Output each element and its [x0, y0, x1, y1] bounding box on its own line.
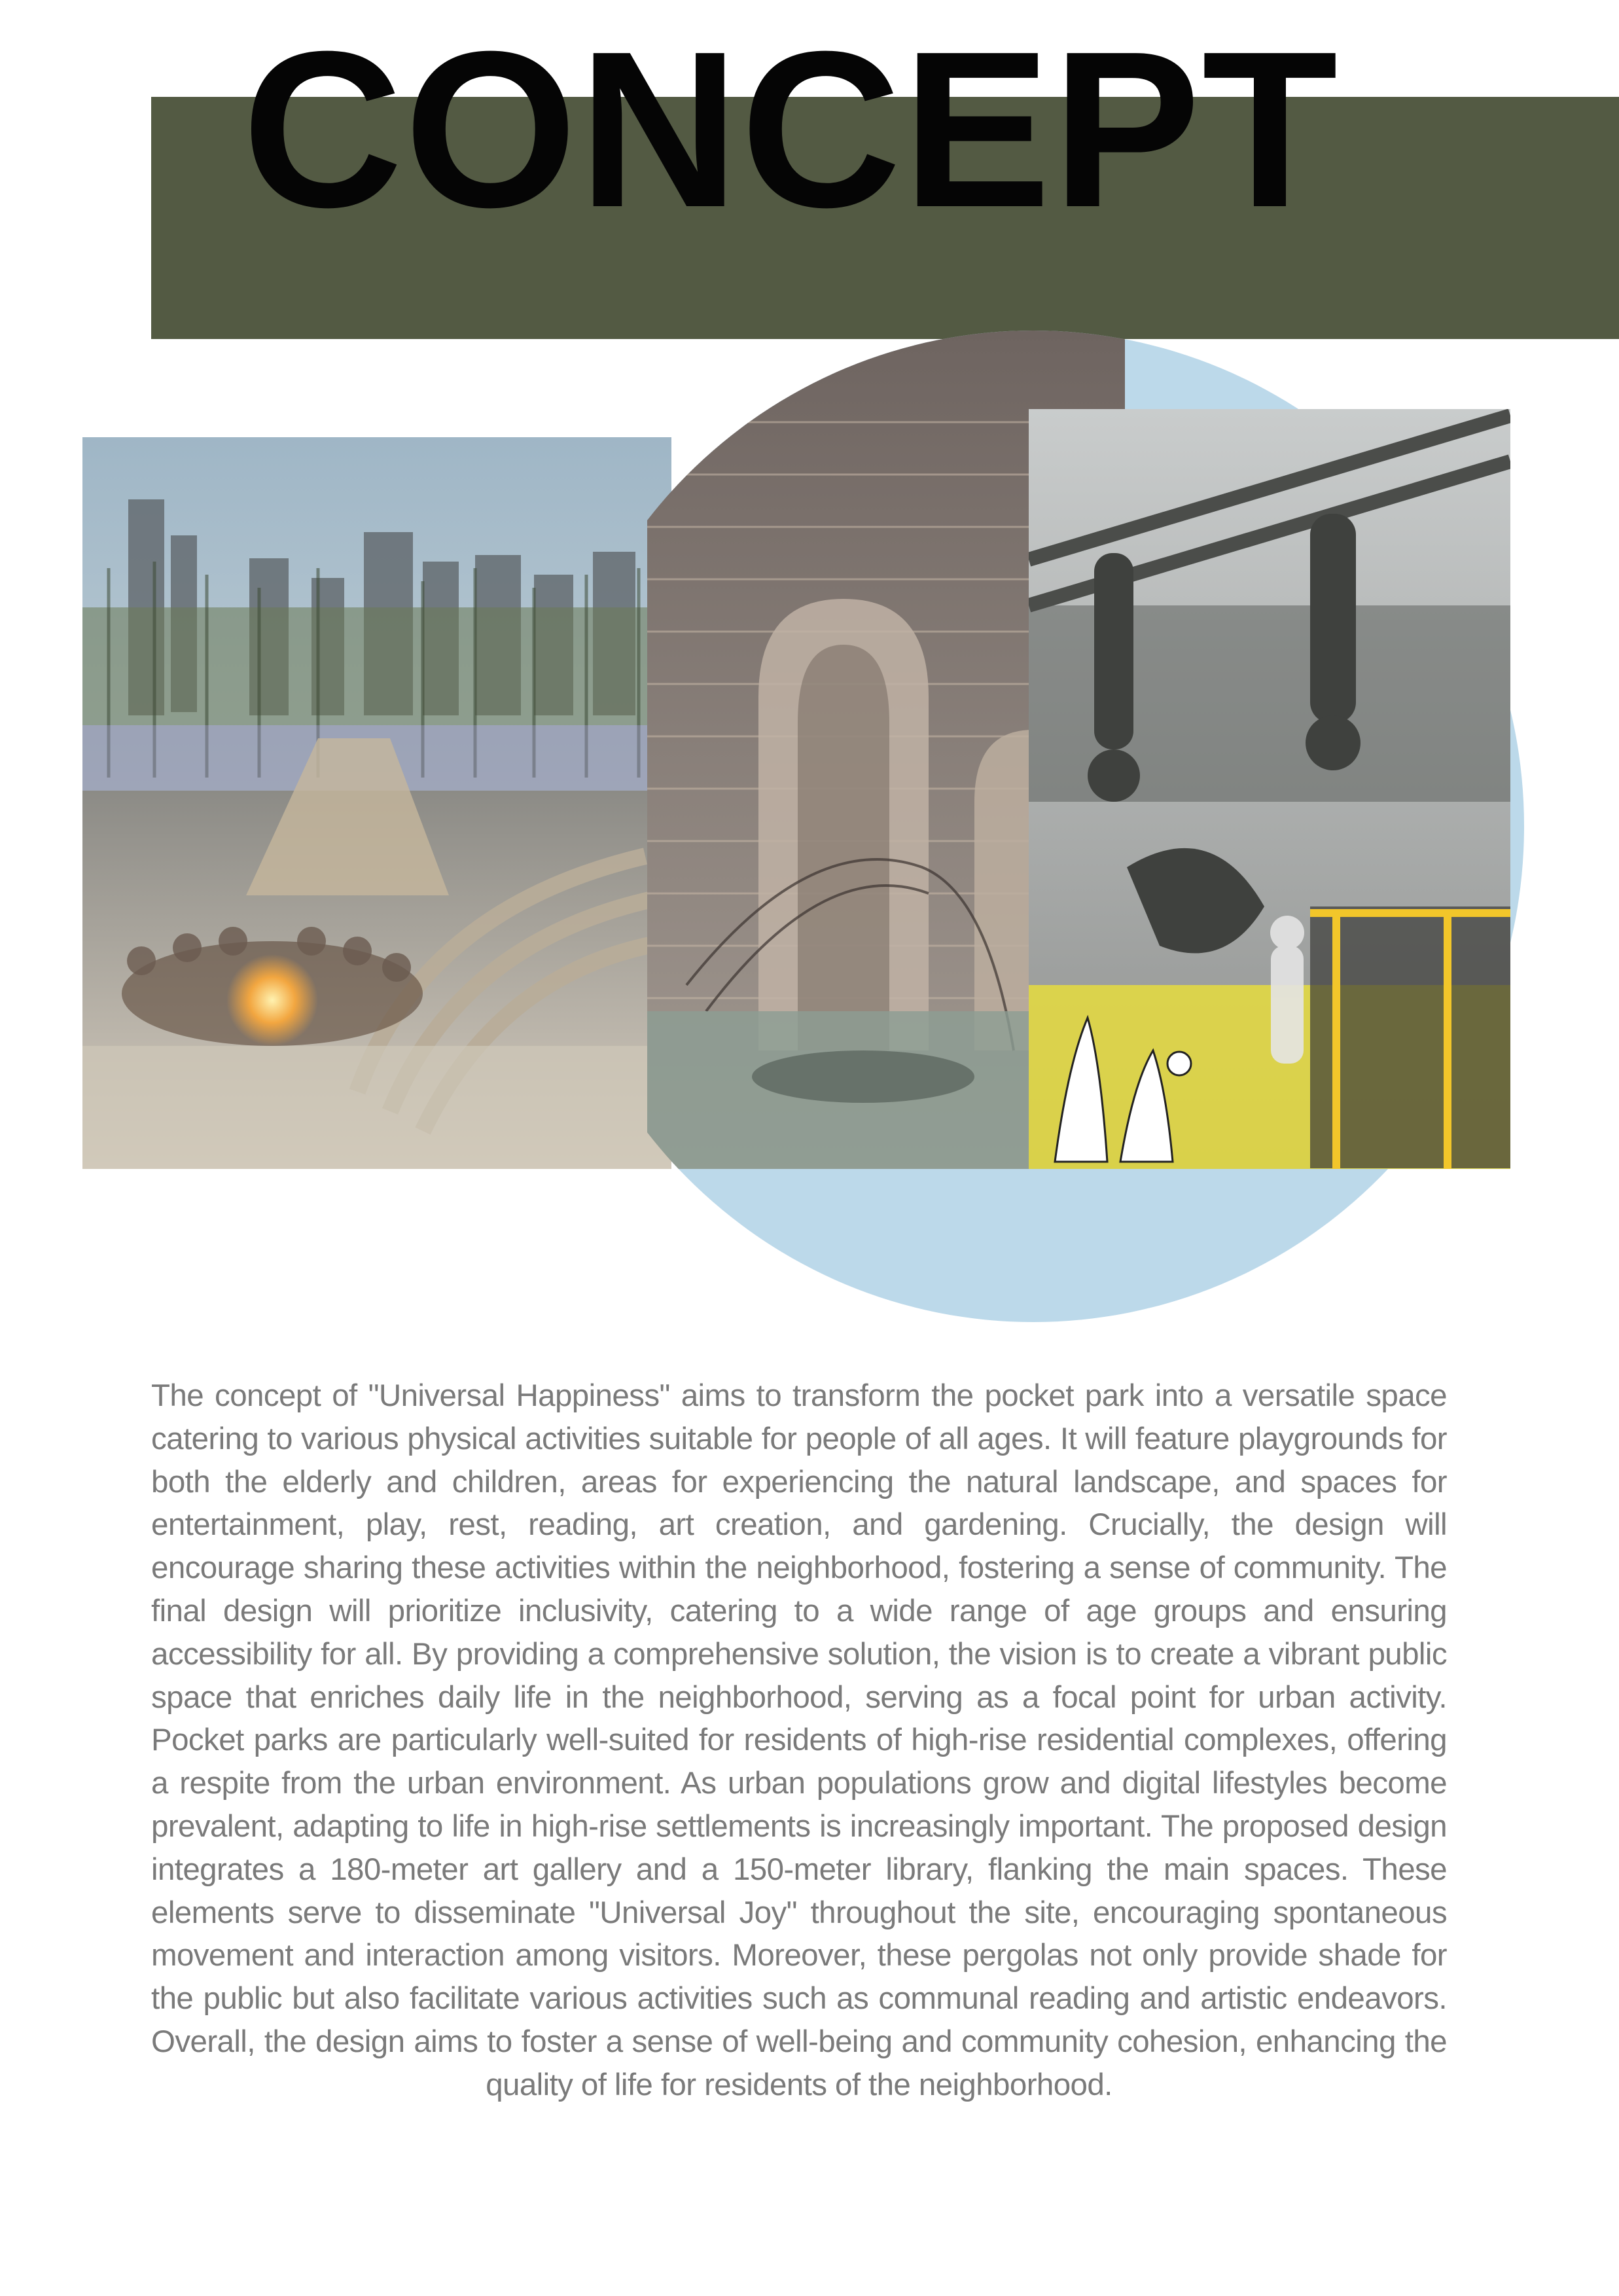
children-playground-image [1029, 409, 1510, 1169]
concept-description: The concept of "Universal Happiness" aims to transform the pocket park into a versatile space catering to various physical activities suitable for people of all ages. It will feature playgrounds for both the elderly and children, areas for experiencing the natural landscape, and spaces for entertainment, play, rest, reading, art creation, and gardening. Crucially, the design will encourage sharing these activities within the neighborhood, fostering a sense of community. The final design will prioritize inclusivity, catering to a wide range of age groups and ensuring accessibility for all. By providing a comprehensive solution, the vision is to create a vibrant public space that enriches daily life in the neighborhood, serving as a focal point for urban activity. Pocket parks are particularly well-suited for residents of high-rise residential complexes, offering a respite from the urban environment. As urban populations grow and digital lifestyles become prevalent, adapting to life in high-rise settlements is increasingly important. The proposed design integrates a 180-meter art gallery and a 150-meter library, flanking the main spaces. These elements serve to disseminate "Universal Joy" throughout the site, encouraging spontaneous movement and interaction among visitors. Moreover, these pergolas not only provide shade for the public but also facilitate various activities such as communal reading and artistic endeavors. Overall, the design aims to foster a sense of well-being and community cohesion, enhancing the quality of life for residents of the neighborhood. [151, 1378, 1447, 2102]
page-title: CONCEPT [242, 5, 1340, 254]
